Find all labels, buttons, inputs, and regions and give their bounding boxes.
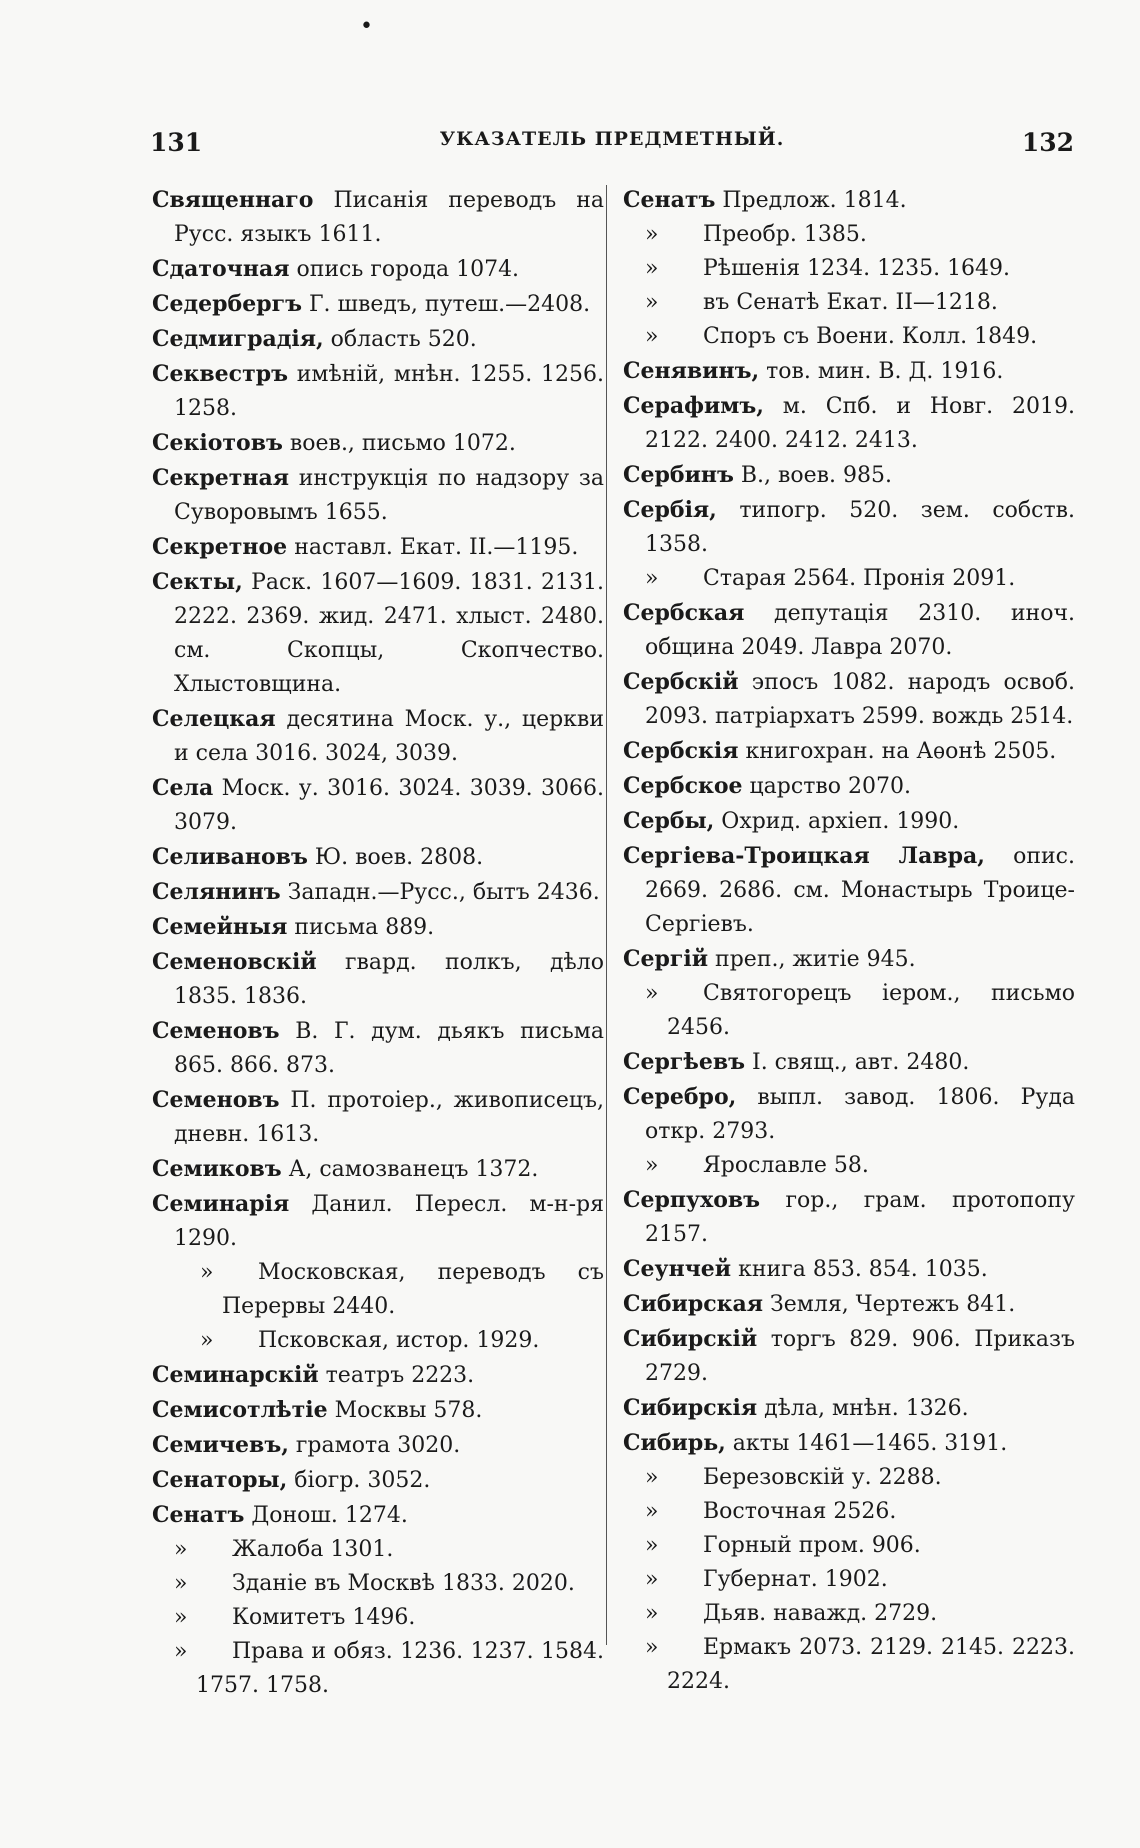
entry-term: Сергѣевъ xyxy=(623,1049,745,1075)
index-entry xyxy=(623,1426,1075,1461)
entry-term: Секретная xyxy=(152,465,290,491)
ditto-mark: » xyxy=(645,290,659,315)
entry-term: Сербскія xyxy=(623,738,739,764)
entry-text: Моск. у. 3016. 3024. 3039. 3066. 3079. xyxy=(174,776,604,835)
entry-term: Сербинъ xyxy=(623,462,734,488)
ditto-mark: » xyxy=(645,1601,659,1626)
entry-term: Села xyxy=(152,775,214,801)
index-entry xyxy=(623,458,1075,493)
stray-ink-mark: • xyxy=(360,14,373,39)
index-subentry xyxy=(623,1495,1075,1529)
entry-text: царство 2070. xyxy=(749,774,911,799)
entry-text: преп., житіе 945. xyxy=(715,947,916,972)
running-title: УКАЗАТЕЛЬ ПРЕДМЕТНЫЙ. xyxy=(439,128,785,150)
left-column xyxy=(152,183,604,1703)
ditto-mark: » xyxy=(200,1328,214,1353)
entry-text: дѣла, мнѣн. 1326. xyxy=(764,1396,969,1421)
entry-term: Секты, xyxy=(152,569,243,595)
entry-term: Семичевъ, xyxy=(152,1432,289,1458)
index-subentry xyxy=(623,252,1075,286)
entry-term: Сенатъ xyxy=(623,187,716,213)
entry-term: Семейныя xyxy=(152,914,288,940)
entry-term: Семинарія xyxy=(152,1191,290,1217)
ditto-mark: » xyxy=(645,981,659,1006)
index-subentry xyxy=(152,1256,604,1324)
index-entry xyxy=(623,942,1075,977)
index-entry xyxy=(623,1322,1075,1391)
entry-text: акты 1461—1465. 3191. xyxy=(732,1431,1008,1456)
entry-text: Комитетъ 1496. xyxy=(232,1605,416,1630)
entry-text: десятина Моск. у., церкви и села 3016. 3024, 3039. xyxy=(174,707,604,766)
page-number-left: 131 xyxy=(150,128,203,157)
entry-text: Г. шведъ, путеш.—2408. xyxy=(308,292,591,317)
entry-text: Москвы 578. xyxy=(334,1398,483,1423)
entry-text: Жалоба 1301. xyxy=(232,1537,394,1562)
index-entry xyxy=(152,1358,604,1393)
entry-text: Губернат. 1902. xyxy=(703,1567,888,1592)
ditto-mark: » xyxy=(174,1571,188,1596)
entry-term: Седмиградія, xyxy=(152,326,324,352)
entry-text: воев., письмо 1072. xyxy=(289,431,516,456)
entry-term: Сдаточная xyxy=(152,256,290,282)
entry-text: Западн.—Русс., бытъ 2436. xyxy=(287,880,600,905)
entry-text: Земля, Чертежъ 841. xyxy=(770,1292,1016,1317)
index-entry xyxy=(152,910,604,945)
entry-text: Охрид. архіеп. 1990. xyxy=(721,809,960,834)
ditto-mark: » xyxy=(645,1499,659,1524)
entry-text: Псковская, истор. 1929. xyxy=(258,1328,540,1353)
entry-term: Сербскій xyxy=(623,669,739,695)
entry-text: I. свящ., авт. 2480. xyxy=(752,1050,970,1075)
entry-text: В. Г. дум. дьякъ письма 865. 866. 873. xyxy=(174,1019,604,1078)
entry-term: Сербы, xyxy=(623,808,715,834)
index-subentry xyxy=(152,1533,604,1567)
entry-text: тов. мин. В. Д. 1916. xyxy=(766,359,1004,384)
index-entry xyxy=(152,183,604,252)
index-entry xyxy=(152,322,604,357)
entry-text: Рѣшенія 1234. 1235. 1649. xyxy=(703,256,1011,281)
entry-term: Семиковъ xyxy=(152,1156,282,1182)
entry-text: Святогорецъ іером., письмо 2456. xyxy=(667,981,1075,1040)
entry-text: гвард. полкъ, дѣло 1835. 1836. xyxy=(174,950,605,1009)
index-entry xyxy=(152,840,604,875)
index-entry xyxy=(623,354,1075,389)
entry-text: Писанія переводъ на Русс. языкъ 1611. xyxy=(174,188,605,247)
entry-text: гор., грам. протопопу 2157. xyxy=(645,1188,1075,1247)
entry-term: Семеновскій xyxy=(152,949,317,975)
index-entry xyxy=(623,596,1075,665)
entry-text: грамота 3020. xyxy=(295,1433,461,1458)
index-subentry xyxy=(623,286,1075,320)
index-entry xyxy=(152,771,604,840)
entry-term: Сибирскія xyxy=(623,1395,758,1421)
index-subentry xyxy=(623,320,1075,354)
right-column xyxy=(623,183,1075,1699)
entry-text: В., воев. 985. xyxy=(740,463,893,488)
entry-term: Сербское xyxy=(623,773,743,799)
entry-text: эпосъ 1082. народъ освоб. 2093. патріархатъ 2599. вождь 2514. xyxy=(645,670,1075,729)
index-entry xyxy=(152,530,604,565)
entry-term: Семеновъ xyxy=(152,1018,280,1044)
index-entry xyxy=(152,461,604,530)
entry-text: Преобр. 1385. xyxy=(703,222,867,247)
ditto-mark: » xyxy=(645,566,659,591)
index-entry xyxy=(152,1014,604,1083)
entry-text: Восточная 2526. xyxy=(703,1499,897,1524)
ditto-mark: » xyxy=(645,256,659,281)
entry-text: Раск. 1607—1609. 1831. 2131. 2222. 2369. жид. 2471. хлыст. 2480. см. Скопцы, Скопчество. Хлыстовщина. xyxy=(174,570,604,697)
ditto-mark: » xyxy=(174,1537,188,1562)
entry-text: м. Спб. и Новг. 2019. 2122. 2400. 2412. 2413. xyxy=(645,394,1075,453)
entry-text: книга 853. 854. 1035. xyxy=(738,1257,988,1282)
ditto-mark: » xyxy=(645,1567,659,1592)
ditto-mark: » xyxy=(645,1533,659,1558)
entry-term: Семисотлѣтіе xyxy=(152,1397,328,1423)
entry-term: Селецкая xyxy=(152,706,276,732)
index-subentry xyxy=(623,1149,1075,1183)
entry-term: Серебро, xyxy=(623,1084,737,1110)
ditto-mark: » xyxy=(174,1639,188,1664)
index-entry xyxy=(623,1080,1075,1149)
entry-term: Сенатъ xyxy=(152,1502,245,1528)
index-entry xyxy=(152,1152,604,1187)
entry-term: Селянинъ xyxy=(152,879,281,905)
index-entry xyxy=(152,1393,604,1428)
entry-term: Семинарскій xyxy=(152,1362,319,1388)
entry-text: Права и обяз. 1236. 1237. 1584. 1757. 1758. xyxy=(196,1639,604,1698)
index-entry xyxy=(623,769,1075,804)
entry-text: опись города 1074. xyxy=(296,257,520,282)
index-entry xyxy=(623,493,1075,562)
index-entry xyxy=(152,1498,604,1533)
entry-text: Московская, переводъ съ Перервы 2440. xyxy=(222,1260,604,1319)
index-entry xyxy=(623,1045,1075,1080)
index-entry xyxy=(623,1252,1075,1287)
entry-term: Сеунчей xyxy=(623,1256,732,1282)
index-subentry xyxy=(623,1597,1075,1631)
entry-text: Горный пром. 906. xyxy=(703,1533,921,1558)
ditto-mark: » xyxy=(645,324,659,349)
entry-text: Старая 2564. Пронія 2091. xyxy=(703,566,1016,591)
ditto-mark: » xyxy=(200,1260,214,1285)
entry-text: выпл. завод. 1806. Руда откр. 2793. xyxy=(645,1085,1076,1144)
entry-term: Сербская xyxy=(623,600,745,626)
entry-term: Секвестръ xyxy=(152,361,288,387)
entry-term: Секіотовъ xyxy=(152,430,283,456)
entry-text: Березовскій у. 2288. xyxy=(703,1465,942,1490)
column-divider xyxy=(606,185,607,1645)
index-entry xyxy=(623,1287,1075,1322)
index-entry xyxy=(152,1187,604,1256)
page-number-right: 132 xyxy=(1021,128,1074,157)
index-subentry xyxy=(152,1635,604,1703)
entry-text: Зданіе въ Москвѣ 1833. 2020. xyxy=(232,1571,575,1596)
entry-text: имѣній, мнѣн. 1255. 1256. 1258. xyxy=(174,362,604,421)
index-entry xyxy=(152,1428,604,1463)
entry-text: Споръ съ Воени. Колл. 1849. xyxy=(703,324,1038,349)
entry-text: А, самозванецъ 1372. xyxy=(288,1157,539,1182)
entry-term: Семеновъ xyxy=(152,1087,280,1113)
entry-text: театръ 2223. xyxy=(325,1363,475,1388)
entry-text: Данил. Пересл. м-н-ря 1290. xyxy=(174,1192,604,1251)
page-header xyxy=(150,128,1074,168)
index-entry xyxy=(152,945,604,1014)
entry-text: область 520. xyxy=(330,327,477,352)
entry-term: Сенаторы, xyxy=(152,1467,288,1493)
entry-term: Серпуховъ xyxy=(623,1187,761,1213)
index-entry xyxy=(623,665,1075,734)
index-entry xyxy=(623,839,1075,942)
entry-text: депутація 2310. иноч. община 2049. Лавра 2070. xyxy=(645,601,1075,660)
index-subentry xyxy=(623,1631,1075,1699)
ditto-mark: » xyxy=(645,1465,659,1490)
index-entry xyxy=(623,734,1075,769)
index-subentry xyxy=(152,1601,604,1635)
entry-text: книгохран. на Аѳонѣ 2505. xyxy=(745,739,1057,764)
ditto-mark: » xyxy=(645,1635,659,1660)
entry-text: Ю. воев. 2808. xyxy=(314,845,484,870)
entry-term: Сибирь, xyxy=(623,1430,726,1456)
entry-text: Ярославле 58. xyxy=(703,1153,869,1178)
ditto-mark: » xyxy=(645,1153,659,1178)
entry-term: Священнаго xyxy=(152,187,314,213)
index-subentry xyxy=(623,218,1075,252)
entry-term: Сенявинъ, xyxy=(623,358,760,384)
entry-text: торгъ 829. 906. Приказъ 2729. xyxy=(645,1327,1075,1386)
entry-term: Сибирскій xyxy=(623,1326,758,1352)
index-entry xyxy=(152,252,604,287)
index-entry xyxy=(152,565,604,702)
entry-term: Серафимъ, xyxy=(623,393,764,419)
entry-text: Предлож. 1814. xyxy=(722,188,907,213)
index-entry xyxy=(623,389,1075,458)
index-entry xyxy=(152,426,604,461)
index-entry xyxy=(152,1083,604,1152)
entry-term: Сергіева-Троицкая Лавра, xyxy=(623,843,985,869)
index-entry xyxy=(152,287,604,322)
index-entry xyxy=(623,1183,1075,1252)
entry-term: Секретное xyxy=(152,534,288,560)
index-subentry xyxy=(152,1324,604,1358)
entry-text: инструкція по надзору за Суворовымъ 1655. xyxy=(174,466,604,525)
entry-text: письма 889. xyxy=(294,915,435,940)
entry-term: Селивановъ xyxy=(152,844,308,870)
index-subentry xyxy=(623,977,1075,1045)
index-subentry xyxy=(623,1529,1075,1563)
index-entry xyxy=(623,804,1075,839)
entry-text: опис. 2669. 2686. см. Монастырь Троице-Сергіевъ. xyxy=(645,844,1075,937)
entry-term: Седербергъ xyxy=(152,291,302,317)
entry-text: типогр. 520. зем. собств. 1358. xyxy=(645,498,1075,557)
entry-text: Донош. 1274. xyxy=(251,1503,408,1528)
ditto-mark: » xyxy=(645,222,659,247)
entry-text: Дьяв. наважд. 2729. xyxy=(703,1601,938,1626)
entry-text: П. протоіер., живописецъ, дневн. 1613. xyxy=(174,1088,604,1147)
entry-term: Сергій xyxy=(623,946,709,972)
entry-text: наставл. Екат. II.—1195. xyxy=(294,535,579,560)
index-subentry xyxy=(623,562,1075,596)
entry-text: біогр. 3052. xyxy=(294,1468,431,1493)
index-subentry xyxy=(623,1461,1075,1495)
entry-text: въ Сенатѣ Екат. II—1218. xyxy=(703,290,998,315)
index-entry xyxy=(623,183,1075,218)
index-entry xyxy=(152,702,604,771)
index-subentry xyxy=(152,1567,604,1601)
entry-term: Сибирская xyxy=(623,1291,763,1317)
index-entry xyxy=(152,875,604,910)
index-entry xyxy=(152,357,604,426)
ditto-mark: » xyxy=(174,1605,188,1630)
entry-term: Сербія, xyxy=(623,497,717,523)
index-entry xyxy=(152,1463,604,1498)
index-entry xyxy=(623,1391,1075,1426)
index-subentry xyxy=(623,1563,1075,1597)
entry-text: Ермакъ 2073. 2129. 2145. 2223. 2224. xyxy=(667,1635,1075,1694)
